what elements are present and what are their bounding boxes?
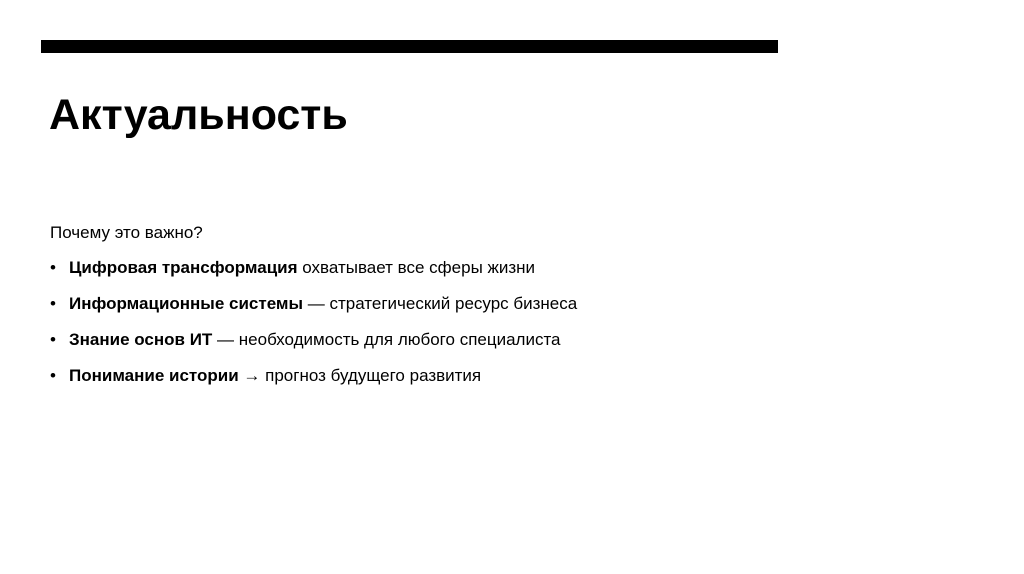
bullet-dot-icon: • — [50, 330, 56, 349]
bullet-bold-text: Понимание истории — [69, 366, 239, 385]
title-top-rule — [41, 40, 778, 53]
bullet-dot-icon: • — [50, 366, 56, 385]
bullet-bold-text: Цифровая трансформация — [69, 258, 298, 277]
bullet-list — [50, 256, 577, 400]
bullet-text: — стратегический ресурс бизнеса — [303, 294, 578, 313]
intro-question: Почему это важно? — [50, 223, 203, 242]
bullet-text: охватывает все сферы жизни — [297, 258, 536, 277]
bullet-dot-icon: • — [50, 294, 56, 313]
bullet-item-digital-transformation — [50, 256, 577, 280]
slide-title: Актуальность — [49, 91, 348, 139]
bullet-bold-text: Информационные системы — [69, 294, 304, 313]
bullet-text: → прогноз будущего развития — [238, 366, 482, 385]
bullet-item-it-knowledge — [50, 328, 577, 352]
bullet-item-information-systems — [50, 292, 577, 316]
bullet-dot-icon: • — [50, 258, 56, 277]
bullet-text: — необходимость для любого специалиста — [212, 330, 561, 349]
bullet-bold-text: Знание основ ИТ — [69, 330, 213, 349]
bullet-item-history-understanding — [50, 364, 577, 388]
